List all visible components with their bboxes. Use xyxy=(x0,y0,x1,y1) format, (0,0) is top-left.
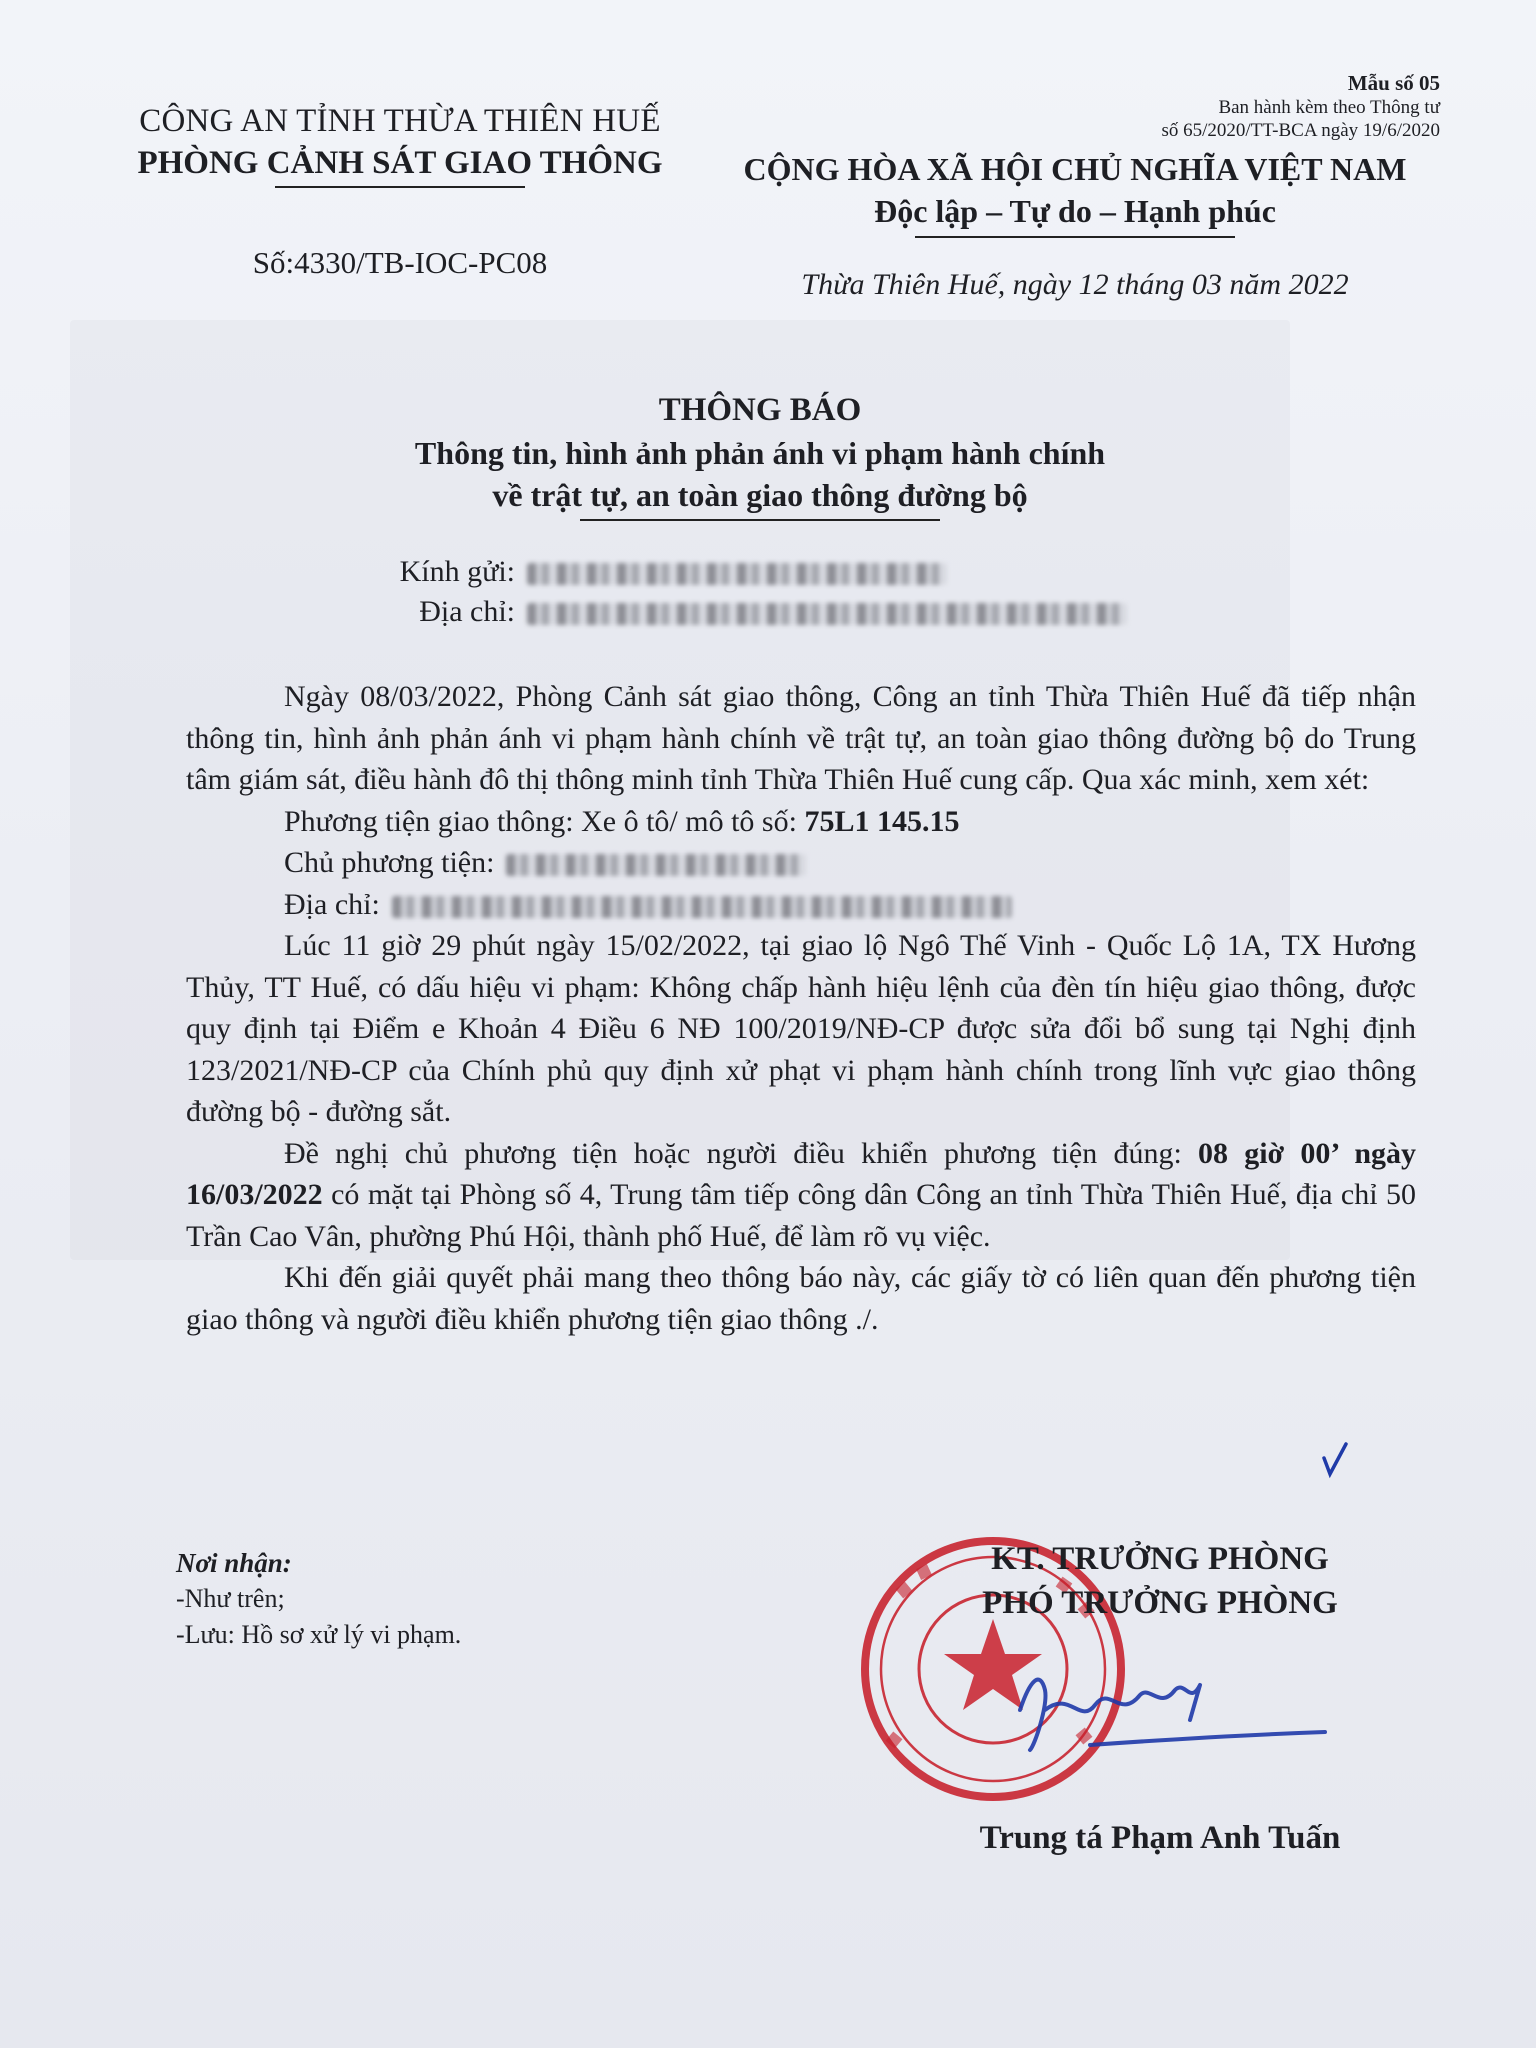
title-main: THÔNG BÁO xyxy=(658,392,862,428)
recipients-heading: Nơi nhận: xyxy=(176,1548,292,1578)
form-line-2: số 65/2020/TT-BCA ngày 19/6/2020 xyxy=(1161,120,1440,141)
republic-name: CỘNG HÒA XÃ HỘI CHỦ NGHĨA VIỆT NAM xyxy=(743,151,1407,187)
place-date: Thừa Thiên Huế, ngày 12 tháng 03 năm 2022 xyxy=(801,268,1349,301)
intro-paragraph: Ngày 08/03/2022, Phòng Cảnh sát giao thông, Công an tỉnh Thừa Thiên Huế đã tiếp nhận thông tin, hình ảnh phản ánh vi phạm hành chính về trật tự, an toàn giao thông đường bộ do Trung tâm giám sát, điều hành đô thị thông minh tỉnh Thừa Thiên Huế cung cấp. Qua xác minh, xem xét: xyxy=(186,680,1416,796)
department-name: PHÒNG CẢNH SÁT GIAO THÔNG xyxy=(137,145,663,181)
redacted-address xyxy=(527,603,1127,625)
owner-address-label: Địa chỉ: xyxy=(284,887,380,921)
request-detail: có mặt tại Phòng số 4, Trung tâm tiếp công dân Công an tỉnh Thừa Thiên Huế, địa chỉ 50 Trần Cao Vân, phường Phú Hội, thành phố Huế, để làm rõ vụ việc. xyxy=(186,1178,1416,1253)
redacted-name xyxy=(527,563,947,585)
agency-name: CÔNG AN TỈNH THỪA THIÊN HUẾ xyxy=(139,103,661,139)
recipients-block xyxy=(176,1545,676,1653)
redacted-owner-address xyxy=(392,896,1012,918)
vehicle-label: Phương tiện giao thông: Xe ô tô/ mô tô số: xyxy=(284,804,797,838)
title-line-1: Thông tin, hình ảnh phản ánh vi phạm hành chính xyxy=(414,435,1106,471)
motto-underline xyxy=(915,236,1235,238)
to-label: Kính gửi: xyxy=(399,555,515,588)
document-title xyxy=(300,388,1220,521)
handwritten-signature-icon xyxy=(1000,1650,1330,1760)
recipient-item: -Như trên; xyxy=(176,1584,285,1613)
national-motto: Độc lập – Tự do – Hạnh phúc xyxy=(874,193,1276,229)
signer-title-2: PHÓ TRƯỞNG PHÒNG xyxy=(982,1585,1338,1621)
redacted-owner xyxy=(506,854,806,876)
signer-name: Trung tá Phạm Anh Tuấn xyxy=(979,1820,1341,1856)
form-reference xyxy=(1080,70,1440,142)
addressee-block xyxy=(300,552,1200,632)
addressee-address-row xyxy=(300,592,1200,632)
title-underline xyxy=(580,519,940,521)
request-paragraph xyxy=(186,1133,1416,1258)
owner-line xyxy=(186,842,1416,884)
closing-paragraph: Khi đến giải quyết phải mang theo thông báo này, các giấy tờ có liên quan đến phương tiện giao thông và người điều khiển phương tiện giao thông ./. xyxy=(186,1261,1416,1336)
notice-body xyxy=(186,676,1416,1340)
check-mark-icon xyxy=(1320,1440,1350,1480)
title-line-2: về trật tự, an toàn giao thông đường bộ xyxy=(492,477,1028,513)
document-number: Số:4330/TB-IOC-PC08 xyxy=(252,245,548,280)
addressee-row xyxy=(300,552,1200,592)
form-number: Mẫu số 05 xyxy=(1347,71,1440,95)
department-underline xyxy=(275,186,525,188)
address-label: Địa chỉ: xyxy=(419,595,515,628)
signature-block xyxy=(860,1537,1460,1625)
signer-title-1: KT. TRƯỞNG PHÒNG xyxy=(991,1541,1329,1577)
request-intro: Đề nghị chủ phương tiện hoặc người điều khiển phương tiện đúng: xyxy=(284,1136,1198,1170)
appointment-time: 08 giờ 00’ ngày 16/03/2022 xyxy=(186,1136,1416,1211)
violation-paragraph: Lúc 11 giờ 29 phút ngày 15/02/2022, tại giao lộ Ngô Thế Vinh - Quốc Lộ 1A, TX Hương Thủy, TT Huế, có dấu hiệu vi phạm: Không chấp hành hiệu lệnh của đèn tín hiệu giao thông, được quy định tại Điểm e Khoản 4 Điều 6 NĐ 100/2019/NĐ-CP được sửa đổi bổ sung tại Nghị định 123/2021/NĐ-CP của Chính phủ quy định xử phạt vi phạm hành chính trong lĩnh vực giao thông đường bộ - đường sắt. xyxy=(186,929,1416,1128)
national-title xyxy=(715,148,1435,238)
vehicle-line xyxy=(186,801,1416,843)
recipient-item: -Lưu: Hồ sơ xử lý vi phạm. xyxy=(176,1620,462,1649)
owner-label: Chủ phương tiện: xyxy=(284,846,495,879)
owner-address-line xyxy=(186,884,1416,926)
license-plate: 75L1 145.15 xyxy=(804,804,960,838)
issuing-authority xyxy=(100,100,700,188)
form-line-1: Ban hành kèm theo Thông tư xyxy=(1218,97,1440,118)
